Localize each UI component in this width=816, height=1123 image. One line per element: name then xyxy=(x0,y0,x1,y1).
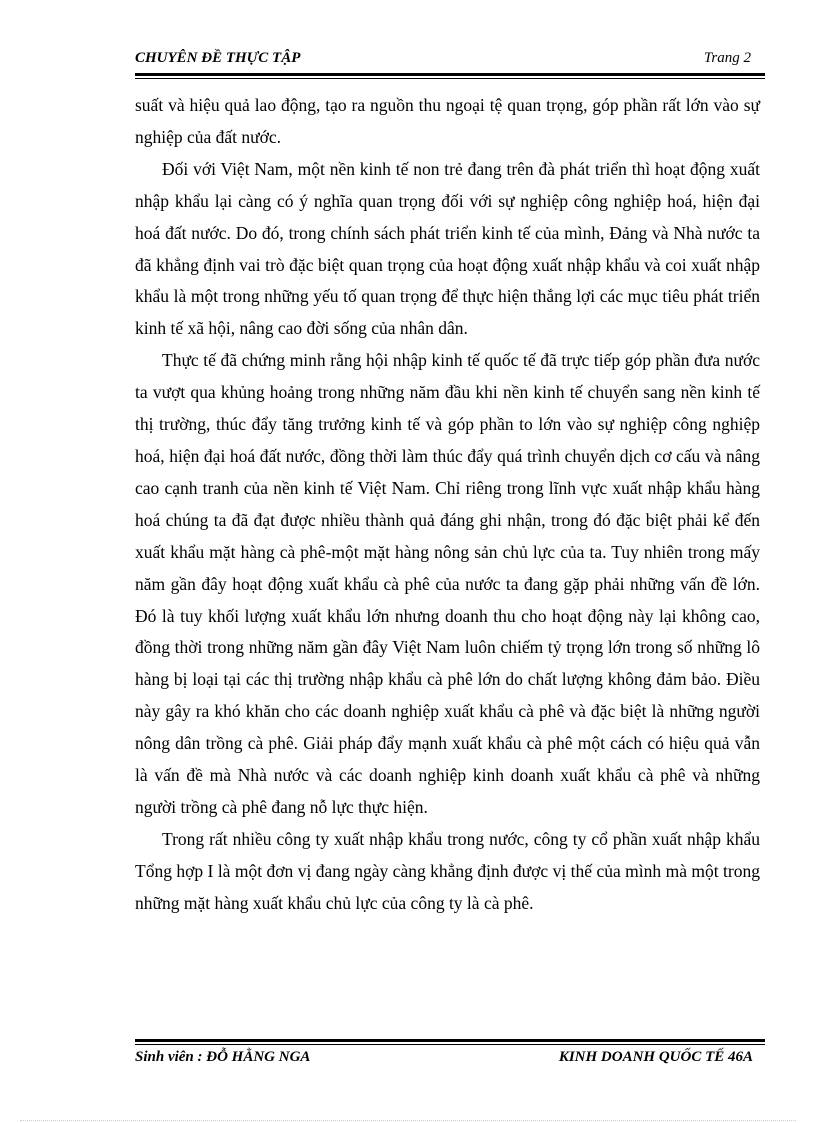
footer-class-name: KINH DOANH QUỐC TẾ 46A xyxy=(558,1049,753,1065)
page-header xyxy=(135,48,753,70)
page-footer xyxy=(135,1049,753,1071)
header-rule-thick xyxy=(135,73,765,76)
paragraph-1: suất và hiệu quả lao động, tạo ra nguồn thu ngoại tệ quan trọng, góp phần rất lớn vào sự nghiệp của đất nước. xyxy=(135,95,760,147)
header-rule-thin xyxy=(135,78,765,79)
body-text xyxy=(135,90,760,920)
footer-student-name: Sinh viên : ĐỖ HẰNG NGA xyxy=(135,1049,311,1065)
page-bottom-edge xyxy=(20,1120,796,1121)
paragraph-2: Đối với Việt Nam, một nền kinh tế non trẻ đang trên đà phát triển thì hoạt động xuất nhập khẩu lại càng có ý nghĩa quan trọng đối với sự nghiệp công nghiệp hoá, hiện đại hoá đất nước. Do đó, trong chính sách phát triển kinh tế của mình, Đảng và Nhà nước ta đã khẳng định vai trò đặc biệt quan trọng của hoạt động xuất nhập khẩu và coi xuất nhập khẩu là một trong những yếu tố quan trọng để thực hiện thắng lợi các mục tiêu phát triển kinh tế xã hội, nâng cao đời sống của nhân dân. xyxy=(135,158,760,339)
paragraph-3: Thực tế đã chứng minh rằng hội nhập kinh tế quốc tế đã trực tiếp góp phần đưa nước ta vượt qua khủng hoảng trong những năm đầu khi nền kinh tế chuyển sang nền kinh tế thị trường, thúc đẩy tăng trưởng kinh tế và góp phần to lớn vào sự nghiệp công nghiệp hoá, hiện đại hoá đất nước, đồng thời làm thúc đẩy quá trình chuyển dịch cơ cấu và nâng cao cạnh tranh của nền kinh tế Việt Nam. Chỉ riêng trong lĩnh vực xuất nhập khẩu hàng hoá chúng ta đã đạt được nhiều thành quả đáng ghi nhận, trong đó đặc biệt phải kể đến xuất khẩu mặt hàng cà phê-một mặt hàng nông sản chủ lực của ta. Tuy nhiên trong mấy năm gần đây hoạt động xuất khẩu cà phê của nước ta đang gặp phải những vấn đề lớn. Đó là tuy khối lượng xuất khẩu lớn nhưng doanh thu cho hoạt động này lại không cao, đồng thời trong những năm gần đây Việt Nam luôn chiếm tỷ trọng lớn trong số những lô hàng bị loại tại các thị trường nhập khẩu cà phê lớn do chất lượng không đảm bảo. Điều này gây ra khó khăn cho các doanh nghiệp xuất khẩu cà phê và đặc biệt là những người nông dân trồng cà phê. Giải pháp đẩy mạnh xuất khẩu cà phê một cách có hiệu quả vẫn là vấn đề mà Nhà nước và các doanh nghiệp kinh doanh xuất khẩu cà phê và những người trồng cà phê đang nỗ lực thực hiện. xyxy=(135,350,760,817)
footer-rule-thick xyxy=(135,1039,765,1042)
footer-rule-thin xyxy=(135,1044,765,1045)
header-title: CHUYÊN ĐỀ THỰC TẬP xyxy=(135,50,301,66)
paragraph-4: Trong rất nhiều công ty xuất nhập khẩu trong nước, công ty cổ phần xuất nhập khẩu Tổng hợp I là một đơn vị đang ngày càng khẳng định được vị thế của mình mà một trong những mặt hàng xuất khẩu chủ lực của công ty là cà phê. xyxy=(135,828,760,913)
page-number: Trang 2 xyxy=(703,50,751,66)
